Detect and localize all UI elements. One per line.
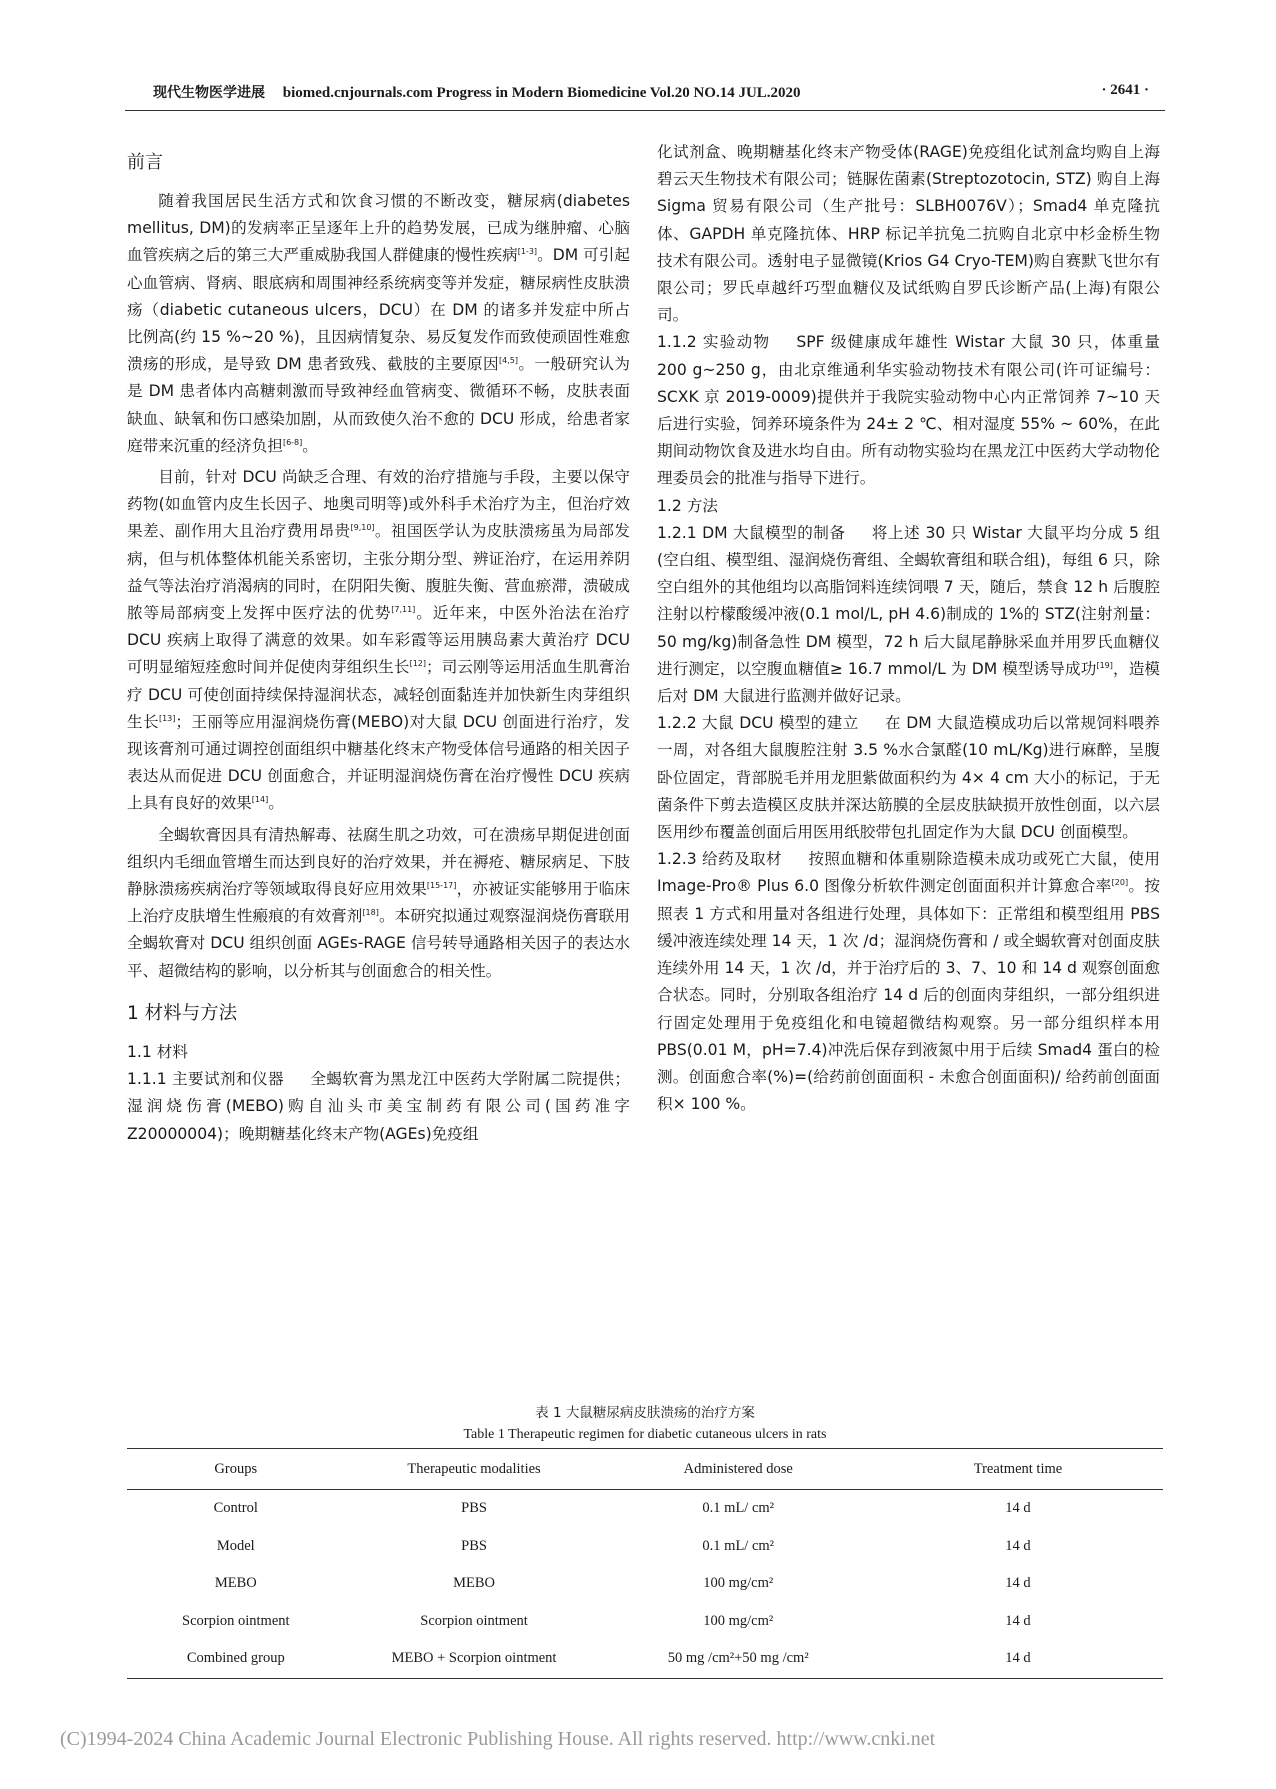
table-title-cn: 表 1 大鼠糖尿病皮肤溃疡的治疗方案 <box>535 1405 755 1421</box>
paragraph: 随着我国居民生活方式和饮食习惯的不断改变，糖尿病(diabetes mellitus, DM)的发病率正呈逐年上升的趋势发展，已成为继肿瘤、心脑血管疾病之后的第三大严重威胁我国人群健康的慢性疾病[1-3]。DM 可引起心血管病、肾病、眼底病和周围神经系统病变等并发症，糖尿病性皮肤溃疡（diabetic cutaneous ulcers，DCU）在 DM 的诸多并发症中所占比例高(约 15 %~20 %)，且因病情复杂、易反复发作而致使顽固性难愈溃疡的形成，是导致 DM 患者致残、截肢的主要原因[4,5]。一般研究认为是 DM 患者体内高糖刺激而导致神经血管病变、微循环不畅，皮肤表面缺血、缺氧和伤口感染加剧，从而致使久治不愈的 DCU 形成，给患者家庭带来沉重的经济负担[6-8]。 <box>127 192 630 455</box>
table-cell: 14 d <box>1005 1650 1031 1667</box>
table-title-en: Table 1 Therapeutic regimen for diabetic cutaneous ulcers in rats <box>463 1427 827 1442</box>
copyright-footer: (C)1994-2024 China Academic Journal Electronic Publishing House. All rights reserved. http://www.cnki.net <box>60 1728 936 1750</box>
citation: [7,11] <box>391 604 416 614</box>
paragraph: 1.2.2 大鼠 DCU 模型的建立 在 DM 大鼠造模成功后以常规饲料喂养一周，对各组大鼠腹腔注射 3.5 %水合氯醛(10 mL/Kg)进行麻醉，呈腹卧位固定，背部脱毛并用龙胆紫做面积约为 4× 4 cm 大小的标记，于无菌条件下剪去造模区皮肤并深达筋膜的全层皮肤缺损开放性创面，以六层医用纱布覆盖创面后用医用纸胶带包扎固定作为大鼠 DCU 创面模型。 <box>657 714 1160 842</box>
citation: [6-8] <box>282 437 303 447</box>
column-header: Groups <box>214 1460 258 1477</box>
table-cell: MEBO <box>214 1575 257 1592</box>
paragraph: 1.2.3 给药及取材 按照血糖和体重剔除造模未成功或死亡大鼠，使用 Image-Pro® Plus 6.0 图像分析软件测定创面面积并计算愈合率[20]。按照表 1 方式和用量对各组进行处理，具体如下：正常组和模型组用 PBS 缓冲液连续处理 14 天，1 次 /d；湿润烧伤膏和 / 或全蝎软膏对创面皮肤连续外用 14 天，1 次 /d，并于治疗后的 3、7、10 和 14 d 观察创面愈合状态。同时，分别取各组治疗 14 d 后的创面肉芽组织，一部分组织进行固定处理用于免疫组化和电镜超微结构观察。另一部分组织样本用 PBS(0.01 M，pH=7.4)冲洗后保存到液氮中用于后续 Smad4 蛋白的检测。创面愈合率(%)=(给药前创面面积 - 未愈合创面面积)/ 给药前创面面积× 100 %。 <box>657 850 1160 1114</box>
paragraph: 1.1.1 主要试剂和仪器 全蝎软膏为黑龙江中医药大学附属二院提供；湿润烧伤膏(MEBO)购自汕头市美宝制药有限公司(国药准字 Z20000004)；晚期糖基化终末产物(AGEs)免疫组 <box>127 1070 630 1143</box>
table-cell: MEBO + Scorpion ointment <box>391 1650 557 1667</box>
section-heading-preface: 前言 <box>127 152 163 173</box>
subsection-heading: 1.1 材料 <box>127 1042 188 1061</box>
journal-name-cn: 现代生物医学进展 <box>153 85 265 101</box>
citation: [12] <box>409 659 426 669</box>
table-cell: Combined group <box>186 1650 285 1667</box>
table-cell: PBS <box>461 1537 487 1554</box>
table-cell: 50 mg /cm²+50 mg /cm² <box>667 1650 809 1667</box>
table-row <box>127 1640 1163 1678</box>
table-header-row <box>127 1449 1163 1490</box>
right-column <box>657 139 1160 1118</box>
table-row <box>127 1565 1163 1603</box>
citation: [18] <box>362 908 379 918</box>
table-cell: PBS <box>461 1500 487 1517</box>
table-row <box>127 1490 1163 1528</box>
table-cell: Model <box>216 1537 255 1554</box>
paragraph: 1.2.1 DM 大鼠模型的制备 将上述 30 只 Wistar 大鼠平均分成 5 组(空白组、模型组、湿润烧伤膏组、全蝎软膏组和联合组)，每组 6 只，除空白组外的其他组均以高脂饲料连续饲喂 7 天，随后，禁食 12 h 后腹腔注射以柠檬酸缓冲液(0.1 mol/L, pH 4.6)制成的 1%的 STZ(注射剂量：50 mg/kg)制备急性 DM 模型，72 h 后大鼠尾静脉采血并用罗氏血糖仪进行测定，以空腹血糖值≥ 16.7 mmol/L 为 DM 模型诱导成功[19]，造模后对 DM 大鼠进行监测并做好记录。 <box>657 523 1160 706</box>
journal-title <box>153 82 801 102</box>
paragraph: 目前，针对 DCU 尚缺乏合理、有效的治疗措施与手段，主要以保守药物(如血管内皮生长因子、地奥司明等)或外科手术治疗为主，但治疗效果差、副作用大且治疗费用昂贵[9,10]。祖国医学认为皮肤溃疡虽为局部发病，但与机体整体机能关系密切，主张分期分型、辨证治疗，在运用养阴益气等法治疗消渴病的同时，在阴阳失衡、腹脏失衡、营血瘀滞，溃破成脓等局部病变上发挥中医疗法的优势[7,11]。近年来，中医外治法在治疗 DCU 疾病上取得了满意的效果。如车彩霞等运用胰岛素大黄治疗 DCU 可明显缩短痊愈时间并促使肉芽组织生长[12]；司云刚等运用活血生肌膏治疗 DCU 可使创面持续保持湿润状态，减轻创面黏连并加快新生肉芽组织生长[13]；王丽等应用湿润烧伤膏(MEBO)对大鼠 DCU 创面进行治疗，发现该膏剂可通过调控创面组织中糖基化终末产物受体信号通路的相关因子表达从而促进 DCU 创面愈合，并证明湿润烧伤膏在治疗慢性 DCU 疾病上具有良好的效果[14]。 <box>127 468 630 813</box>
table-cell: 100 mg/cm² <box>703 1575 774 1592</box>
table-cell: 14 d <box>1005 1537 1031 1554</box>
citation: [1-3] <box>517 247 538 257</box>
table-row <box>127 1603 1163 1641</box>
citation: [15-17] <box>426 880 457 890</box>
page-number: · 2641 · <box>1101 82 1149 98</box>
table-cell: Scorpion ointment <box>182 1612 290 1629</box>
table-cell: MEBO <box>453 1575 495 1592</box>
citation: [20] <box>1111 878 1129 888</box>
citation: [19] <box>1096 660 1113 670</box>
citation: [14] <box>251 795 269 805</box>
paragraph: 化试剂盒、晚期糖基化终末产物受体(RAGE)免疫组化试剂盒均购自上海碧云天生物技术有限公司；链脲佐菌素(Streptozotocin, STZ) 购自上海 Sigma 贸易有限公司（生产批号：SLBH0076V）；Smad4 单克隆抗体、GAPDH 单克隆抗体、HRP 标记羊抗兔二抗购自北京中杉金桥生物技术有限公司。透射电子显微镜(Krios G4 Cryo-TEM)购自赛默飞世尔有限公司；罗氏卓越纤巧型血糖仪及试纸购自罗氏诊断产品(上海)有限公司。 <box>657 143 1160 325</box>
table-cell: 14 d <box>1005 1612 1031 1629</box>
table-cell: 0.1 mL/ cm² <box>702 1500 775 1517</box>
subsection-label: 1.2.3 给药及取材 <box>657 850 783 869</box>
subsection-heading: 1.2 方法 <box>657 496 718 515</box>
subsection-label: 1.1.2 实验动物 <box>657 333 771 352</box>
citation: [4,5] <box>499 356 519 366</box>
table-cell: 14 d <box>1005 1500 1031 1517</box>
paragraph: 全蝎软膏因具有清热解毒、祛腐生肌之功效，可在溃疡早期促进创面组织内毛细血管增生而达到良好的治疗效果，并在褥疮、糖尿病足、下肢静脉溃疡疾病治疗等领域取得良好应用效果[15-17]，亦被证实能够用于临床上治疗皮肤增生性瘢痕的有效膏剂[18]。本研究拟通过观察湿润烧伤膏联用全蝎软膏对 DCU 组织创面 AGEs-RAGE 信号转导通路相关因子的表达水平、超微结构的影响，以分析其与创面愈合的相关性。 <box>127 825 630 980</box>
citation: [9,10] <box>350 523 375 533</box>
paragraph: 1.1.2 实验动物 SPF 级健康成年雄性 Wistar 大鼠 30 只，体重量 200 g~250 g，由北京维通利华实验动物技术有限公司(许可证编号：SCXK 京 2019-0009)提供并于我院实验动物中心内正常饲养 7~10 天后进行实验，饲养环境条件为 24± 2 ℃、相对湿度 55% ~ 60%，在此期间动物饮食及进水均自由。所有动物实验均在黑龙江中医药大学动物伦理委员会的批准与指导下进行。 <box>657 333 1161 488</box>
left-column <box>127 148 630 1148</box>
table-row <box>127 1528 1163 1566</box>
column-header: Administered dose <box>683 1460 793 1477</box>
table-cell: 100 mg/cm² <box>703 1612 774 1629</box>
subsection-label: 1.2.1 DM 大鼠模型的制备 <box>657 523 846 542</box>
column-header: Therapeutic modalities <box>407 1460 541 1477</box>
subsection-label: 1.2.2 大鼠 DCU 模型的建立 <box>657 714 859 733</box>
page-header <box>125 74 1165 111</box>
subsection-label: 1.1.1 主要试剂和仪器 <box>127 1070 285 1089</box>
column-header: Treatment time <box>973 1460 1063 1477</box>
table-cell: 14 d <box>1005 1575 1031 1592</box>
table-cell: Scorpion ointment <box>420 1612 528 1629</box>
section-heading-methods: 1 材料与方法 <box>127 1002 238 1024</box>
table-cell: Control <box>213 1500 258 1517</box>
citation: [13] <box>158 713 176 723</box>
journal-name-en: biomed.cnjournals.com Progress in Modern Biomedicine Vol.20 NO.14 JUL.2020 <box>282 85 801 101</box>
table-1 <box>127 1402 1163 1679</box>
table-cell: 0.1 mL/ cm² <box>702 1537 775 1554</box>
treatment-table <box>127 1448 1163 1679</box>
